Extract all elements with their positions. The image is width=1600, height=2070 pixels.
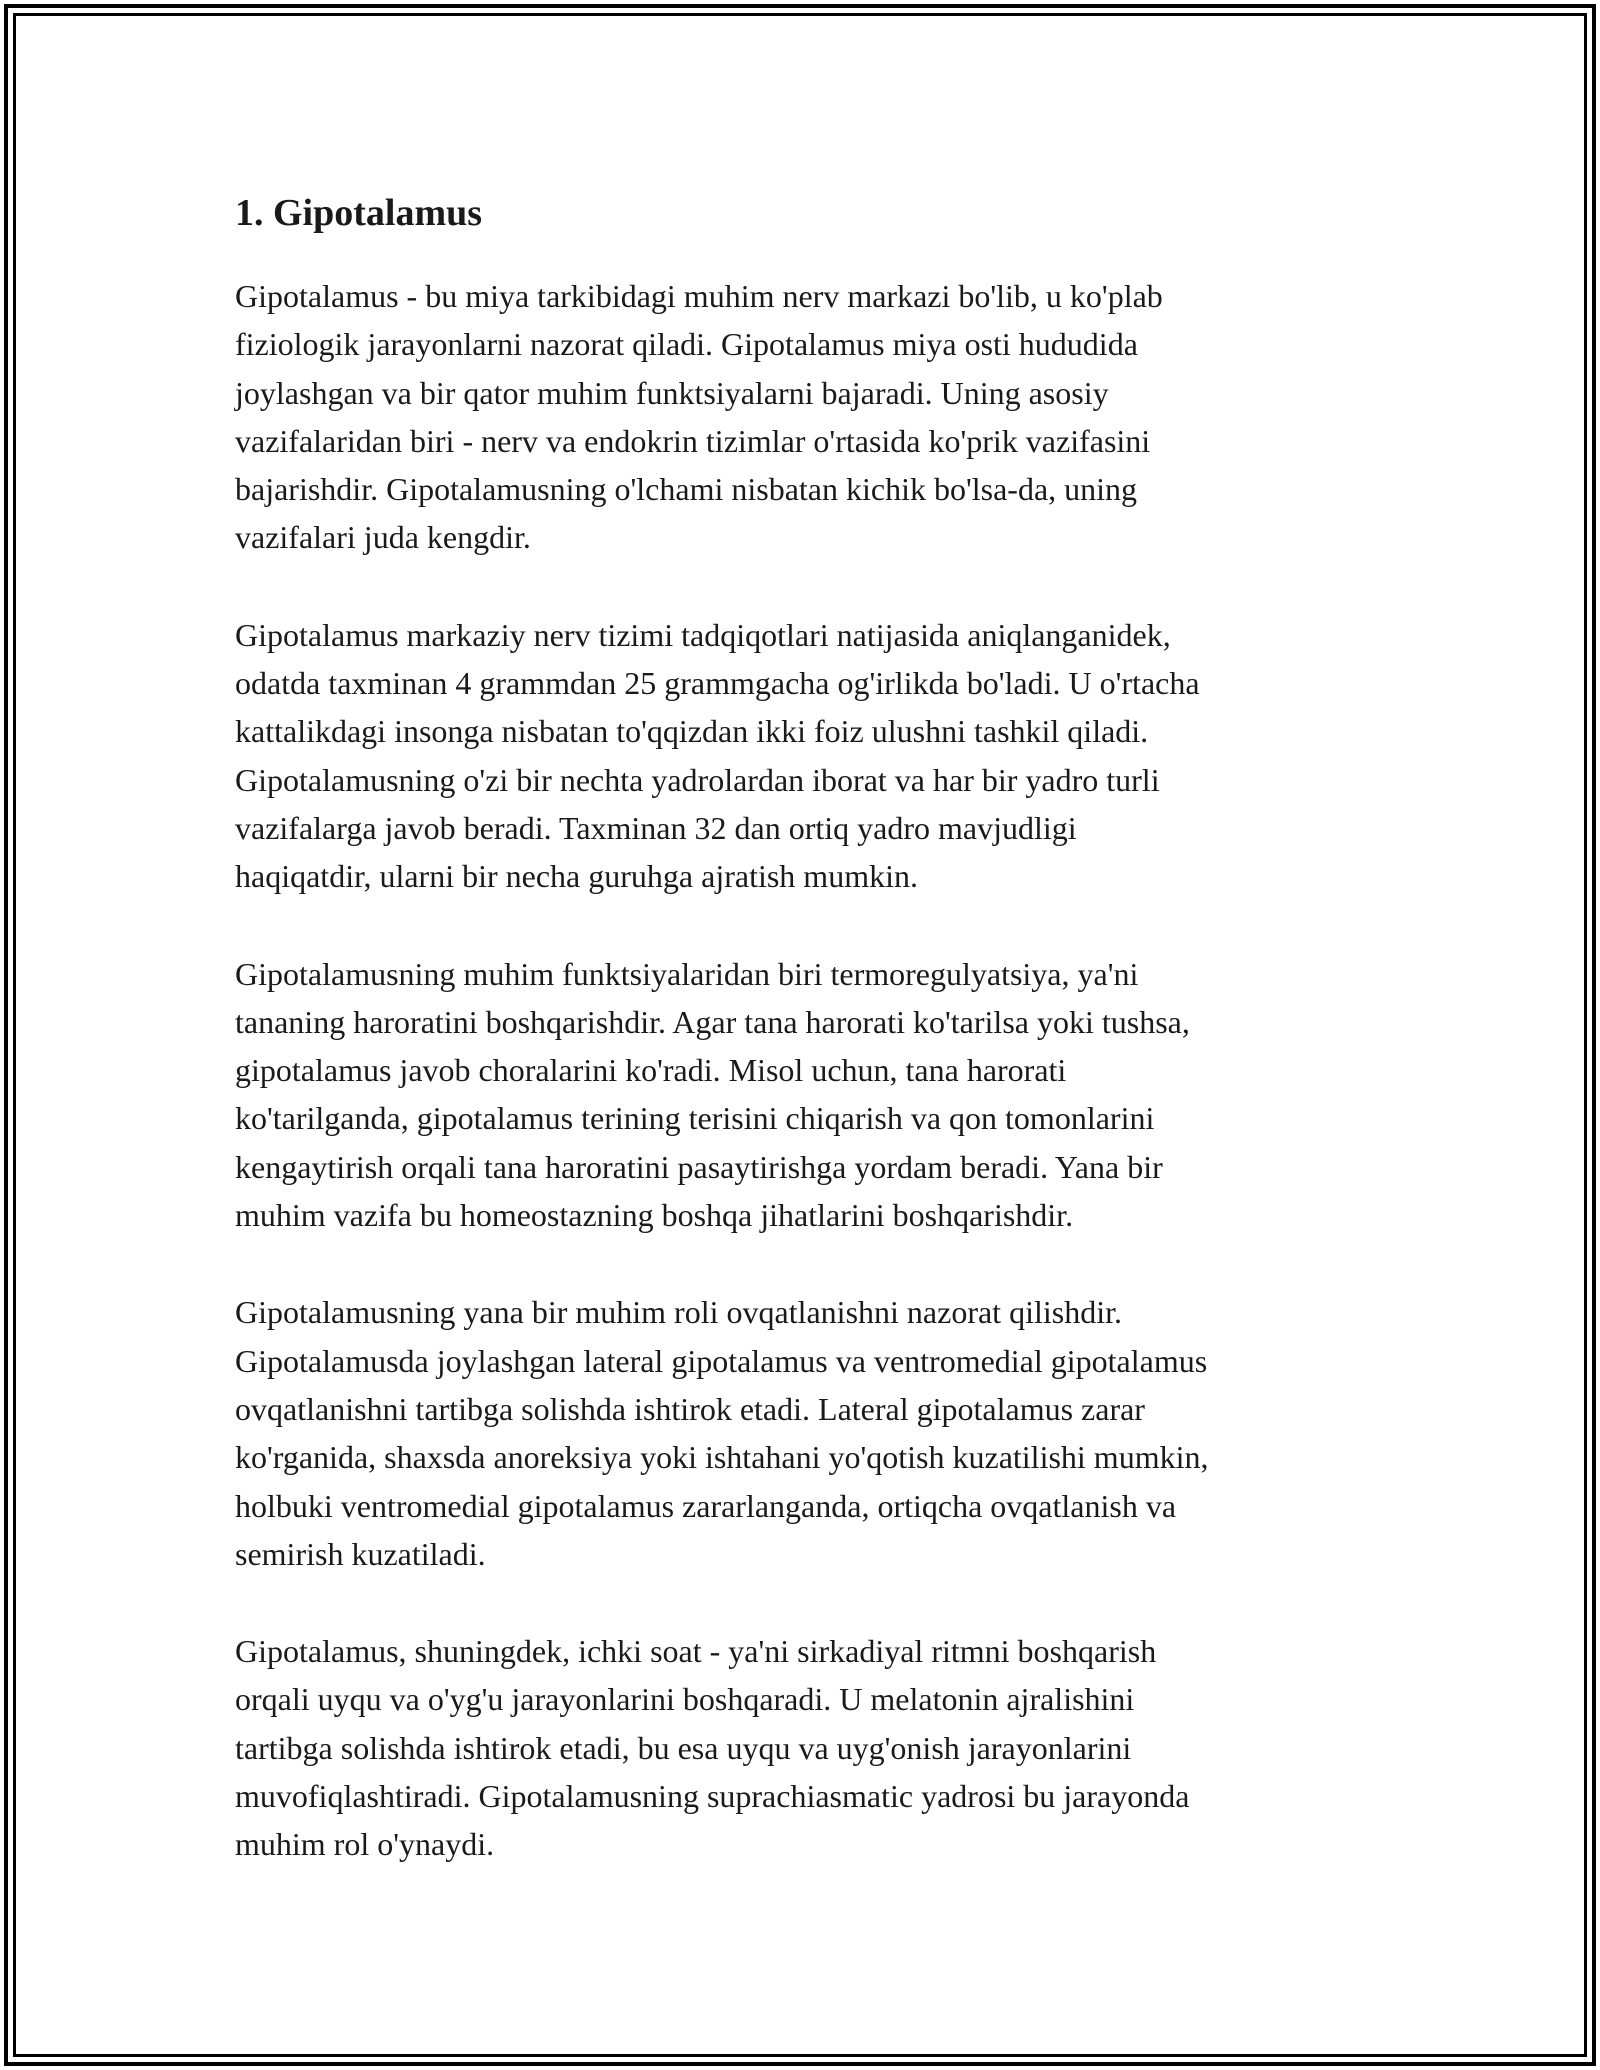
paragraph-line: Gipotalamusda joylashgan lateral gipotalamus va ventromedial gipotalamus: [235, 1342, 1208, 1379]
paragraph-line: ko'tarilganda, gipotalamus terining terisini chiqarish va qon tomonlarini: [235, 1100, 1155, 1137]
paragraph-line: vazifalarga javob beradi. Taxminan 32 dan ortiq yadro mavjudligi: [235, 809, 1077, 846]
paragraph-line: fiziologik jarayonlarni nazorat qiladi. Gipotalamus miya osti hududida: [235, 326, 1138, 363]
paragraph-line: muvofiqlashtiradi. Gipotalamusning suprachiasmatic yadrosi bu jarayonda: [235, 1778, 1190, 1815]
paragraph-line: odatda taxminan 4 grammdan 25 grammgacha og'irlikda bo'ladi. U o'rtacha: [235, 665, 1200, 702]
paragraph-line: Gipotalamus - bu miya tarkibidagi muhim nerv markazi bo'lib, u ko'plab: [235, 278, 1163, 314]
paragraph-line: Gipotalamus markaziy nerv tizimi tadqiqotlari natijasida aniqlanganidek,: [235, 616, 1171, 653]
paragraph-line: kattalikdagi insonga nisbatan to'qqizdan ikki foiz ulushni tashkil qiladi.: [235, 713, 1149, 750]
paragraph-line: Gipotalamusning yana bir muhim roli ovqatlanishni nazorat qilishdir.: [235, 1294, 1122, 1331]
paragraph-line: haqiqatdir, ularni bir necha guruhga ajratish mumkin.: [235, 858, 918, 895]
section-heading: 1. Gipotalamus: [235, 192, 483, 234]
paragraph-line: muhim vazifa bu homeostazning boshqa jihatlarini boshqarishdir.: [235, 1197, 1074, 1234]
paragraph-line: Gipotalamusning muhim funktsiyalaridan biri termoregulyatsiya, ya'ni: [235, 955, 1139, 992]
paragraph-1: [235, 272, 1365, 562]
paragraph-line: semirish kuzatiladi.: [235, 1535, 486, 1572]
paragraph-line: orqali uyqu va o'yg'u jarayonlarini boshqaradi. U melatonin ajralishini: [235, 1681, 1135, 1718]
paragraph-line: ko'rganida, shaxsda anoreksiya yoki ishtahani yo'qotish kuzatilishi mumkin,: [235, 1439, 1209, 1476]
paragraph-2: [235, 611, 1365, 901]
paragraph-line: vazifalari juda kengdir.: [235, 519, 531, 556]
paragraph-line: muhim rol o'ynaydi.: [235, 1826, 495, 1863]
paragraph-line: bajarishdir. Gipotalamusning o'lchami nisbatan kichik bo'lsa-da, uning: [235, 471, 1138, 508]
paragraph-line: holbuki ventromedial gipotalamus zararlanganda, ortiqcha ovqatlanish va: [235, 1487, 1177, 1524]
document-body: [235, 182, 1365, 1918]
paragraph-line: kengaytirish orqali tana haroratini pasaytirishga yordam beradi. Yana bir: [235, 1148, 1163, 1185]
paragraph-line: Gipotalamus, shuningdek, ichki soat - ya'ni sirkadiyal ritmni boshqarish: [235, 1633, 1157, 1670]
paragraph-3: [235, 950, 1365, 1240]
paragraph-line: tartibga solishda ishtirok etadi, bu esa uyqu va uyg'onish jarayonlarini: [235, 1729, 1132, 1766]
paragraph-line: vazifalaridan biri - nerv va endokrin tizimlar o'rtasida ko'prik vazifasini: [235, 422, 1151, 459]
paragraph-line: joylashgan va bir qator muhim funktsiyalarni bajaradi. Uning asosiy: [235, 374, 1109, 411]
paragraph-line: ovqatlanishni tartibga solishda ishtirok etadi. Lateral gipotalamus zarar: [235, 1390, 1145, 1427]
paragraph-line: tananing haroratini boshqarishdir. Agar tana harorati ko'tarilsa yoki tushsa,: [235, 1003, 1190, 1040]
paragraph-line: Gipotalamusning o'zi bir nechta yadrolardan iborat va har bir yadro turli: [235, 761, 1160, 798]
paragraph-5: [235, 1627, 1365, 1868]
paragraph-4: [235, 1288, 1365, 1578]
paragraph-line: gipotalamus javob choralarini ko'radi. Misol uchun, tana harorati: [235, 1052, 1067, 1089]
